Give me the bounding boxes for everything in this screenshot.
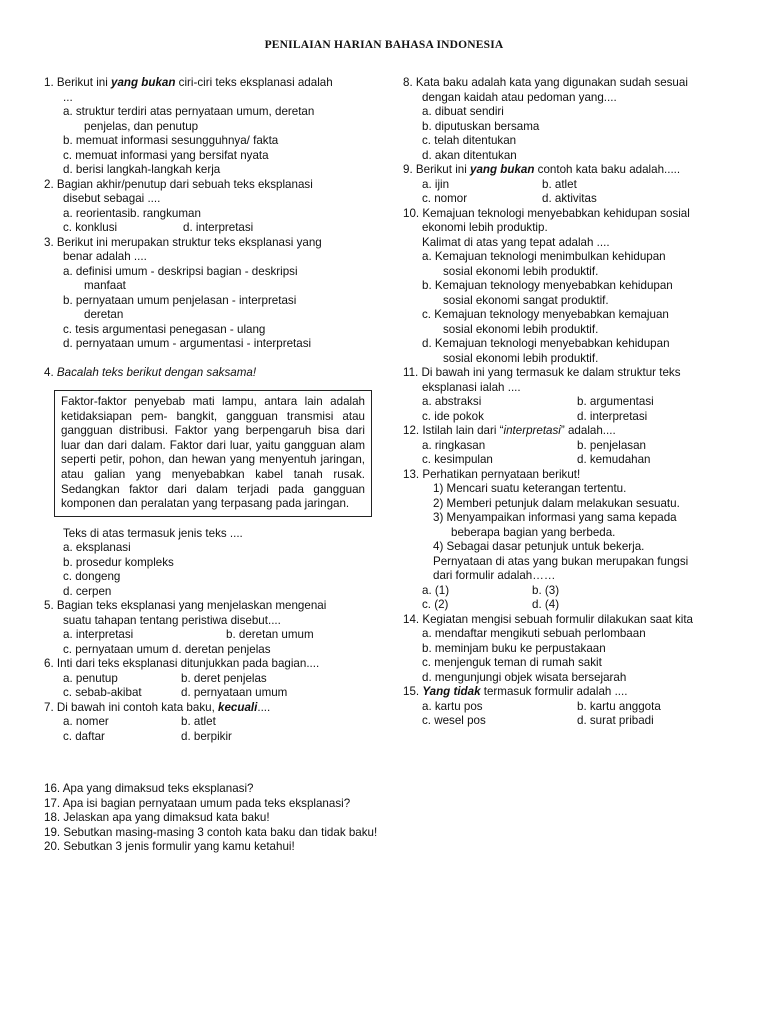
- q6-option-a: a. penutup: [63, 671, 118, 685]
- q2-option-c: c. konklusi: [63, 221, 118, 234]
- q10-option-b: b. Kemajuan teknology menyebabkan kehidupan: [422, 279, 673, 292]
- q1-option-d: d. berisi langkah-langkah kerja: [63, 163, 221, 176]
- q14-option-a: a. mendaftar mengikuti sebuah perlombaan: [422, 627, 646, 640]
- q10-option-c: c. Kemajuan teknology menyebabkan kemajuan: [422, 308, 669, 321]
- q9-text-post: contoh kata baku adalah.....: [534, 163, 681, 176]
- q7-option-a: a. nomer: [63, 715, 109, 729]
- q1-text-pre: 1. Berikut ini: [44, 76, 112, 89]
- q11-option-c: c. ide pokok: [422, 409, 484, 423]
- q12-text-pre: 12. Istilah lain dari “: [403, 424, 504, 437]
- q11-options-cd: [403, 410, 733, 425]
- q5-option-a: a. interpretasi: [63, 628, 134, 642]
- q3-option-c: c. tesis argumentasi penegasan - ulang: [63, 322, 266, 336]
- question-9: [403, 163, 733, 178]
- q9-options-cd: [403, 192, 733, 207]
- essay-question: 17. Apa isi bagian pernyataan umum pada teks eksplanasi?: [44, 796, 351, 810]
- q10-option-a: a. Kemajuan teknologi menimbulkan kehidupan: [422, 250, 666, 263]
- q11-option-a: a. abstraksi: [422, 395, 482, 408]
- q12-text-post: ” adalah....: [560, 424, 616, 437]
- q15-text-post: termasuk formulir adalah ....: [480, 685, 628, 698]
- q6-options-ab: [44, 672, 374, 687]
- q9-emphasis: yang bukan: [470, 163, 535, 176]
- q7-text-pre: 7. Di bawah ini contoh kata baku,: [44, 700, 219, 714]
- q8-option-b: b. diputuskan bersama: [422, 119, 540, 133]
- q11-options-ab: [403, 395, 733, 410]
- q10-option-d: d. Kemajuan teknologi menyebabkan kehidupan: [422, 337, 670, 350]
- question-6: 6. Inti dari teks eksplanasi ditunjukkan pada bagian....: [44, 657, 320, 671]
- q1-option-c: c. memuat informasi yang bersifat nyata: [63, 148, 269, 162]
- q1-option-a-cont: penjelas, dan penutup: [84, 119, 199, 133]
- question-2: 2. Bagian akhir/penutup dari sebuah teks eksplanasi: [44, 177, 313, 191]
- q13-question-cont: dari formulir adalah……: [433, 569, 556, 582]
- q6-option-c: c. sebab-akibat: [63, 686, 142, 700]
- question-12: [403, 424, 733, 439]
- q2-options-cd: [44, 221, 374, 236]
- page-title: PENILAIAN HARIAN BAHASA INDONESIA: [264, 39, 504, 51]
- q12-option-b: b. penjelasan: [577, 438, 646, 452]
- q10-option-b-cont: sosial ekonomi sangat produktif.: [443, 293, 609, 307]
- q7-options-cd: [44, 730, 374, 745]
- q15-option-d: d. surat pribadi: [577, 714, 654, 727]
- q15-options-cd: [403, 714, 733, 729]
- q10-cont-2: Kalimat di atas yang tepat adalah ....: [422, 235, 610, 249]
- q6-option-b: b. deret penjelas: [181, 671, 267, 685]
- q4-number: 4.: [44, 365, 57, 379]
- q4-option-b: b. prosedur kompleks: [63, 555, 174, 569]
- essay-question: 18. Jelaskan apa yang dimaksud kata baku!: [44, 811, 270, 824]
- q4-option-d: d. cerpen: [63, 584, 112, 598]
- q15-emphasis: Yang tidak: [422, 685, 481, 698]
- question-13: 13. Perhatikan pernyataan berikut!: [403, 467, 581, 481]
- q13-statement-1: 1) Mencari suatu keterangan tertentu.: [433, 482, 627, 495]
- q12-options-cd: [403, 453, 733, 468]
- q1-cont: ...: [63, 90, 73, 104]
- question-7: [44, 701, 374, 716]
- reading-passage: Faktor-faktor penyebab mati lampu, antara lain adalah ketidaksiapan pem- bangkit, gangguan transmisi atau gangguan distribusi. Faktor yang berpengaruh bisa dari luar dan dari dalam. Faktor dari luar, yaitu gangguan alam seperti petir, pohon, dan hewan yang menyentuh jaringan, atau galian yang menyebabkan kabel tanah rusak. Sedangkan faktor dari dalam terjadi pada gangguan komponen dan peralatan yang terpasang pada jaringan.: [54, 390, 372, 517]
- right-column: [403, 76, 733, 729]
- q13-options-cd: [403, 598, 733, 613]
- q4-instruction: Bacalah teks berikut dengan saksama!: [56, 365, 257, 379]
- essay-question: 20. Sebutkan 3 jenis formulir yang kamu ketahui!: [44, 840, 295, 853]
- q13-option-b: b. (3): [532, 583, 560, 597]
- q5-options-cd: c. pernyataan umum d. deretan penjelas: [63, 642, 271, 656]
- q9-option-a: a. ijin: [422, 177, 450, 191]
- q4-question: Teks di atas termasuk jenis teks ....: [63, 526, 243, 540]
- q2-option-d: d. interpretasi: [183, 221, 254, 234]
- q15-number: 15.: [403, 685, 423, 698]
- q9-option-c: c. nomor: [422, 192, 468, 205]
- q2-cont: disebut sebagai ....: [63, 192, 161, 205]
- q11-cont: eksplanasi ialah ....: [422, 380, 521, 394]
- q7-option-d: d. berpikir: [181, 729, 232, 743]
- q15-option-b: b. kartu anggota: [577, 699, 661, 713]
- question-15: [403, 685, 733, 700]
- essay-question: 16. Apa yang dimaksud teks eksplanasi?: [44, 782, 254, 795]
- q6-option-d: d. pernyataan umum: [181, 686, 288, 700]
- q13-option-d: d. (4): [532, 598, 560, 611]
- q14-option-c: c. menjenguk teman di rumah sakit: [422, 656, 602, 669]
- q1-option-b: b. memuat informasi sesungguhnya/ fakta: [63, 134, 279, 147]
- q7-emphasis: kecuali: [218, 700, 258, 714]
- q6-options-cd: [44, 686, 374, 701]
- q3-option-a: a. definisi umum - deskripsi bagian - deskripsi: [63, 264, 298, 278]
- q1-option-a: a. struktur terdiri atas pernyataan umum, deretan: [63, 105, 315, 118]
- q10-cont: ekonomi lebih produktip.: [422, 221, 548, 234]
- q5-options-ab: [44, 628, 374, 643]
- q3-option-b-cont: deretan: [84, 308, 124, 321]
- q12-option-a: a. ringkasan: [422, 438, 486, 452]
- q12-option-c: c. kesimpulan: [422, 453, 493, 466]
- q15-options-ab: [403, 700, 733, 715]
- q9-option-b: b. atlet: [542, 177, 577, 191]
- q5-cont: suatu tahapan tentang peristiwa disebut....: [63, 613, 281, 627]
- question-11: 11. Di bawah ini yang termasuk ke dalam struktur teks: [403, 366, 681, 379]
- q15-option-a: a. kartu pos: [422, 699, 483, 713]
- q8-option-c: c. telah ditentukan: [422, 134, 517, 147]
- q7-options-ab: [44, 715, 374, 730]
- q3-cont: benar adalah ....: [63, 250, 147, 263]
- q3-option-b: b. pernyataan umum penjelasan - interpretasi: [63, 293, 297, 307]
- q13-option-a: a. (1): [422, 583, 450, 597]
- essay-questions: [44, 782, 744, 855]
- question-10: 10. Kemajuan teknologi menyebabkan kehidupan sosial: [403, 206, 690, 220]
- q13-question: Pernyataan di atas yang bukan merupakan fungsi: [433, 554, 689, 568]
- left-column: [44, 76, 374, 744]
- q12-option-d: d. kemudahan: [577, 453, 651, 466]
- q9-text-pre: 9. Berikut ini: [403, 163, 471, 176]
- q9-options-ab: [403, 178, 733, 193]
- q2-option-ab: a. reorientasib. rangkuman: [63, 206, 201, 220]
- question-1: [44, 76, 374, 91]
- q7-option-c: c. daftar: [63, 729, 105, 743]
- q12-emphasis: interpretasi: [503, 424, 561, 437]
- q4-option-a: a. eksplanasi: [63, 541, 131, 555]
- q8-option-a: a. dibuat sendiri: [422, 105, 504, 118]
- q10-option-c-cont: sosial ekonomi lebih produktif.: [443, 322, 599, 336]
- q13-option-c: c. (2): [422, 598, 449, 611]
- q4-option-c: c. dongeng: [63, 570, 121, 584]
- q14-option-b: b. meminjam buku ke perpustakaan: [422, 641, 606, 655]
- q1-text-post: ciri-ciri teks eksplanasi adalah: [175, 76, 333, 89]
- q7-option-b: b. atlet: [181, 715, 216, 729]
- q13-statement-3: 3) Menyampaikan informasi yang sama kepada: [433, 511, 677, 524]
- question-8: 8. Kata baku adalah kata yang digunakan sudah sesuai: [403, 76, 688, 89]
- q15-option-c: c. wesel pos: [422, 714, 486, 727]
- q14-option-d: d. mengunjungi objek wisata bersejarah: [422, 670, 627, 684]
- q11-option-b: b. argumentasi: [577, 395, 654, 408]
- q10-option-a-cont: sosial ekonomi lebih produktif.: [443, 264, 599, 278]
- q5-option-b: b. deretan umum: [226, 628, 314, 642]
- q9-option-d: d. aktivitas: [542, 192, 597, 205]
- question-14: 14. Kegiatan mengisi sebuah formulir dilakukan saat kita: [403, 612, 694, 626]
- question-3: 3. Berikut ini merupakan struktur teks eksplanasi yang: [44, 235, 322, 249]
- q13-options-ab: [403, 584, 733, 599]
- q3-option-a-cont: manfaat: [84, 279, 126, 292]
- q11-option-d: d. interpretasi: [577, 409, 648, 423]
- question-4: [44, 366, 374, 381]
- q8-cont: dengan kaidah atau pedoman yang....: [422, 90, 617, 104]
- q7-text-post: ....: [257, 700, 271, 714]
- q10-option-d-cont: sosial ekonomi lebih produktif.: [443, 351, 599, 365]
- q3-option-d: d. pernyataan umum - argumentasi - interpretasi: [63, 337, 312, 350]
- q1-emphasis: yang bukan: [111, 76, 176, 89]
- q13-statement-2: 2) Memberi petunjuk dalam melakukan sesuatu.: [433, 496, 680, 510]
- q8-option-d: d. akan ditentukan: [422, 148, 517, 162]
- q12-options-ab: [403, 439, 733, 454]
- q13-statement-4: 4) Sebagai dasar petunjuk untuk bekerja.: [433, 540, 645, 553]
- q13-statement-3-cont: beberapa bagian yang berbeda.: [451, 525, 616, 539]
- essay-question: 19. Sebutkan masing-masing 3 contoh kata baku dan tidak baku!: [44, 825, 378, 839]
- question-5: 5. Bagian teks eksplanasi yang menjelaskan mengenai: [44, 599, 327, 613]
